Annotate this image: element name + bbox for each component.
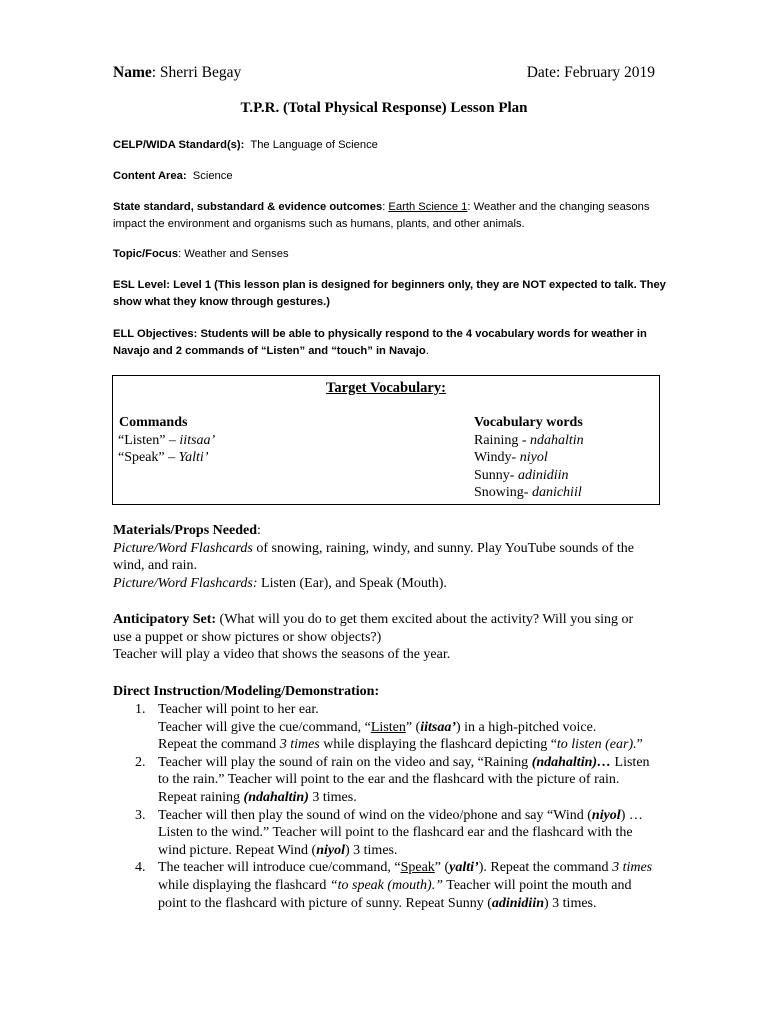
topic-value: : Weather and Senses	[178, 248, 289, 260]
standard-line	[113, 137, 673, 154]
step-text: Teacher will then play the sound of wind on the video/phone and say “Wind (niyol) …Listen to the wind.” Teacher will point to the flashcard ear and the flashcard with the wind picture. Repeat Wind (niyol) 3 times.	[158, 807, 643, 858]
topic-label: Topic/Focus	[113, 248, 179, 260]
vocab-navajo: niyol	[519, 450, 548, 465]
commands-heading: Commands	[119, 415, 188, 430]
list-item	[113, 859, 653, 912]
content-area-line	[113, 168, 673, 185]
step-text: Repeat the command 3 times while displaying the flashcard depicting “to listen (ear).”	[158, 737, 643, 753]
listen-command: Listen	[370, 719, 406, 735]
vocab-english: Sunny-	[474, 467, 515, 483]
list-item	[113, 754, 653, 807]
esl-level-line	[113, 277, 673, 311]
direct-instruction-title: Direct Instruction/Modeling/Demonstration:	[113, 684, 380, 699]
anticipatory-answer: Teacher will play a video that shows the seasons of the year.	[113, 647, 451, 663]
vocab-words-column	[474, 414, 584, 502]
target-vocabulary-box	[112, 375, 660, 505]
topic-line	[113, 246, 673, 263]
command-navajo: Yalti’	[178, 450, 209, 465]
esl-level-label: ESL Level:	[113, 279, 170, 291]
list-number: 1.	[135, 702, 146, 717]
state-standard-line	[113, 199, 673, 233]
vocab-title: Target Vocabulary:	[326, 380, 446, 396]
vocab-word-item	[474, 449, 584, 467]
materials-section	[113, 522, 653, 592]
list-number: 4.	[135, 860, 146, 876]
vocab-english: Raining -	[474, 432, 527, 448]
command-item	[118, 449, 215, 467]
content-area-label: Content Area:	[113, 170, 187, 182]
command-english: “Listen” –	[118, 432, 176, 448]
list-number: 2.	[135, 754, 146, 770]
content-area-value: Science	[192, 170, 233, 182]
speak-navajo: yalti’	[449, 860, 479, 876]
vocab-word-item	[474, 467, 584, 485]
list-number: 3.	[135, 807, 146, 823]
step-text: Teacher will play the sound of rain on the video and say, “Raining (ndahaltin)… Listen to the rain.” Teacher will point to the ear and the flashcard with the picture of rain. Repeat raining (ndahaltin) 3 times.	[158, 754, 650, 805]
state-standard-value: : Weather and the changing seasons impact the environment and organisms such as humans, plants, and other animals.	[113, 201, 650, 230]
list-item	[113, 807, 653, 860]
step-text: Teacher will give the cue/command, “Listen” (iitsaa’) in a high-pitched voice.	[158, 719, 597, 735]
materials-heading: Materials/Props Needed	[113, 523, 257, 538]
vocab-navajo: ndahaltin	[530, 432, 584, 448]
materials-flashcards-2: Picture/Word Flashcards:	[113, 575, 258, 591]
ell-objectives-label: ELL Objectives:	[113, 328, 198, 340]
name-field	[113, 64, 241, 82]
anticipatory-heading: Anticipatory Set:	[113, 612, 217, 627]
step-text: Teacher will point to her ear.	[158, 702, 319, 717]
header-row	[113, 64, 655, 82]
commands-column	[118, 414, 215, 467]
vocab-english: Snowing-	[474, 485, 529, 500]
date-field: Date: February 2019	[526, 64, 655, 81]
name-label: Name	[113, 64, 152, 81]
speak-command: Speak	[400, 860, 435, 876]
standard-value: The Language of Science	[250, 139, 378, 151]
command-english: “Speak” –	[118, 450, 176, 465]
standard-label: CELP/WIDA Standard(s):	[113, 139, 245, 151]
direct-instruction-heading	[113, 683, 653, 701]
step-text: The teacher will introduce cue/command, “Speak” (yalti’). Repeat the command 3 times while displaying the flashcard “to speak (mouth).” Teacher will point the mouth and point to the flashcard with picture of sunny. Repeat Sunny (adinidiin) 3 times.	[158, 860, 653, 911]
earth-science-link[interactable]: Earth Science 1	[388, 201, 468, 213]
vocab-navajo: adinidiin	[517, 467, 569, 483]
ell-objectives-line	[113, 326, 673, 360]
direct-instruction-list	[113, 701, 653, 912]
listen-navajo: iitsaa’	[420, 719, 456, 735]
ell-objectives-period: .	[425, 345, 429, 357]
vocab-words-heading: Vocabulary words	[474, 415, 583, 430]
command-item	[118, 432, 215, 450]
ell-objectives-value: Students will be able to physically respond to the 4 vocabulary words for weather in Navajo and 2 commands of “Listen” and “touch” in Navajo	[113, 328, 647, 357]
materials-flashcards-1: Picture/Word Flashcards	[113, 540, 253, 556]
command-navajo: iitsaa’	[179, 432, 216, 448]
state-standard-label: State standard, substandard & evidence outcomes	[113, 201, 383, 213]
vocab-navajo: danichiil	[531, 485, 582, 500]
anticipatory-set-section	[113, 611, 653, 664]
vocab-english: Windy-	[474, 450, 517, 465]
materials-line1: of snowing, raining, windy, and sunny. Play YouTube sounds of the wind, and rain.	[113, 540, 634, 574]
name-value: : Sherri Begay	[151, 64, 242, 81]
page-title: T.P.R. (Total Physical Response) Lesson Plan	[240, 100, 528, 116]
esl-level-value: Level 1 (This lesson plan is designed for beginners only, they are NOT expected to talk. They show what they know through gestures.)	[113, 279, 666, 308]
state-standard-colon: :	[382, 201, 389, 213]
anticipatory-question: (What will you do to get them excited about the activity? Will you sing or use a puppet or show pictures or show objects?)	[113, 612, 634, 645]
vocab-word-item	[474, 484, 584, 502]
list-item	[113, 701, 653, 754]
materials-line2: Listen (Ear), and Speak (Mouth).	[257, 575, 447, 591]
vocab-word-item	[474, 432, 584, 450]
materials-colon: :	[257, 523, 261, 538]
